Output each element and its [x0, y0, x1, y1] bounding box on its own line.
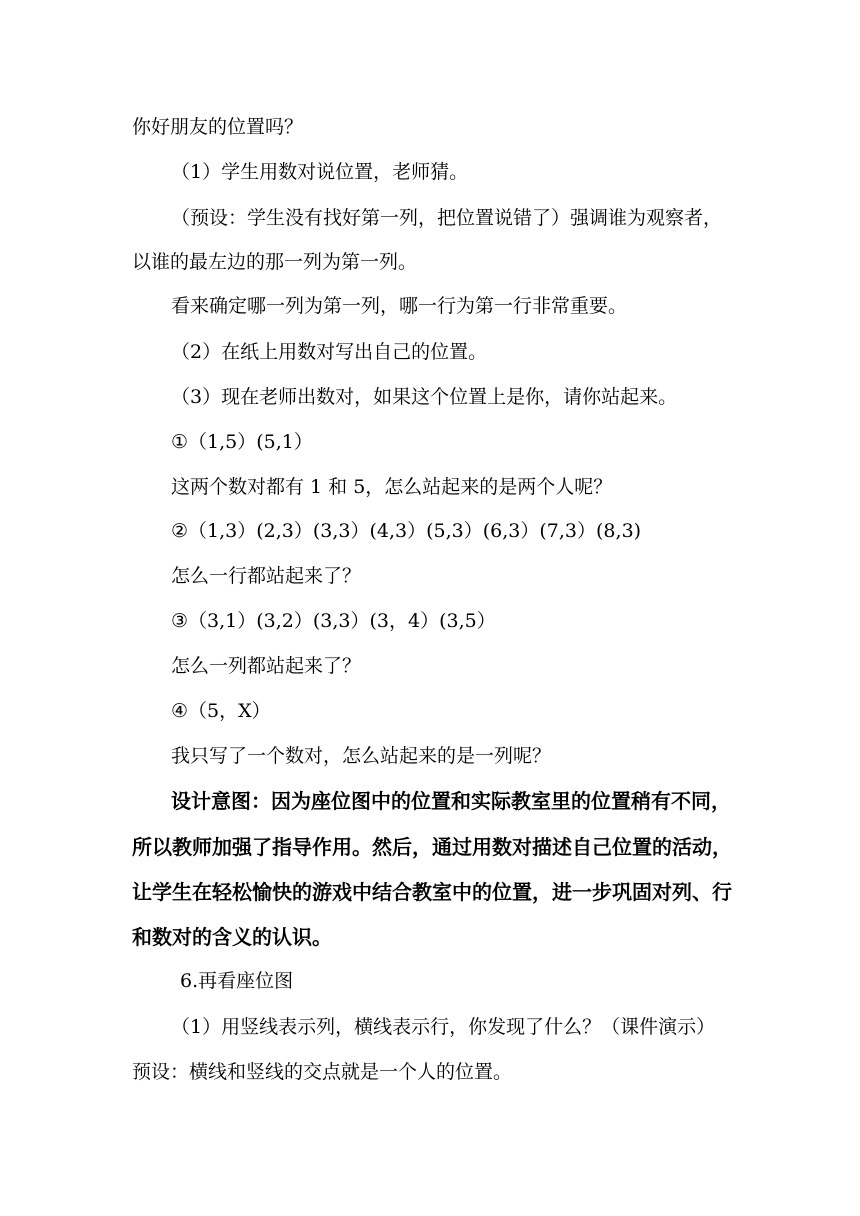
- text-line: 这两个数对都有 1 和 5，怎么站起来的是两个人呢？: [171, 476, 613, 498]
- text-line: 预设：横线和竖线的交点就是一个人的位置。: [132, 1061, 513, 1083]
- design-intent-text: 和数对的含义的认识。: [132, 925, 332, 949]
- text-line: 以谁的最左边的那一列为第一列。: [132, 251, 418, 273]
- text-line: （1）用竖线表示列，横线表示行，你发现了什么？（课件演示）: [171, 1016, 716, 1038]
- text-line: ①（1,5）(5,1）: [171, 431, 313, 453]
- design-intent-text: 让学生在轻松愉快的游戏中结合教室中的位置，进一步巩固对列、行: [132, 880, 732, 904]
- text-line: 我只写了一个数对，怎么站起来的是一列呢？: [171, 745, 552, 767]
- text-line: 你好朋友的位置吗？: [132, 116, 304, 138]
- text-line: ④（5，X）: [171, 700, 271, 722]
- text-line: 怎么一行都站起来了？: [171, 565, 362, 587]
- text-line: ②（1,3）(2,3）(3,3）(4,3）(5,3）(6,3）(7,3）(8,3): [171, 520, 642, 542]
- text-line: （2）在纸上用数对写出自己的位置。: [171, 341, 488, 363]
- text-line: 看来确定哪一列为第一列，哪一行为第一行非常重要。: [171, 295, 628, 317]
- text-line: 怎么一列都站起来了？: [171, 655, 362, 677]
- text-line: （3）现在老师出数对，如果这个位置上是你，请你站起来。: [171, 386, 678, 408]
- text-line: （预设：学生没有找好第一列，把位置说错了）强调谁为观察者，: [171, 207, 723, 229]
- section-heading: 6.再看座位图: [180, 970, 294, 992]
- text-line: （1）学生用数对说位置，老师猜。: [171, 161, 469, 183]
- design-intent-text: 所以教师加强了指导作用。然后，通过用数对描述自己位置的活动，: [132, 835, 732, 859]
- design-intent-heading: 设计意图：因为座位图中的位置和实际教室里的位置稍有不同，: [171, 789, 731, 813]
- text-line: ③（3,1）(3,2）(3,3）(3，4）(3,5）: [171, 610, 496, 632]
